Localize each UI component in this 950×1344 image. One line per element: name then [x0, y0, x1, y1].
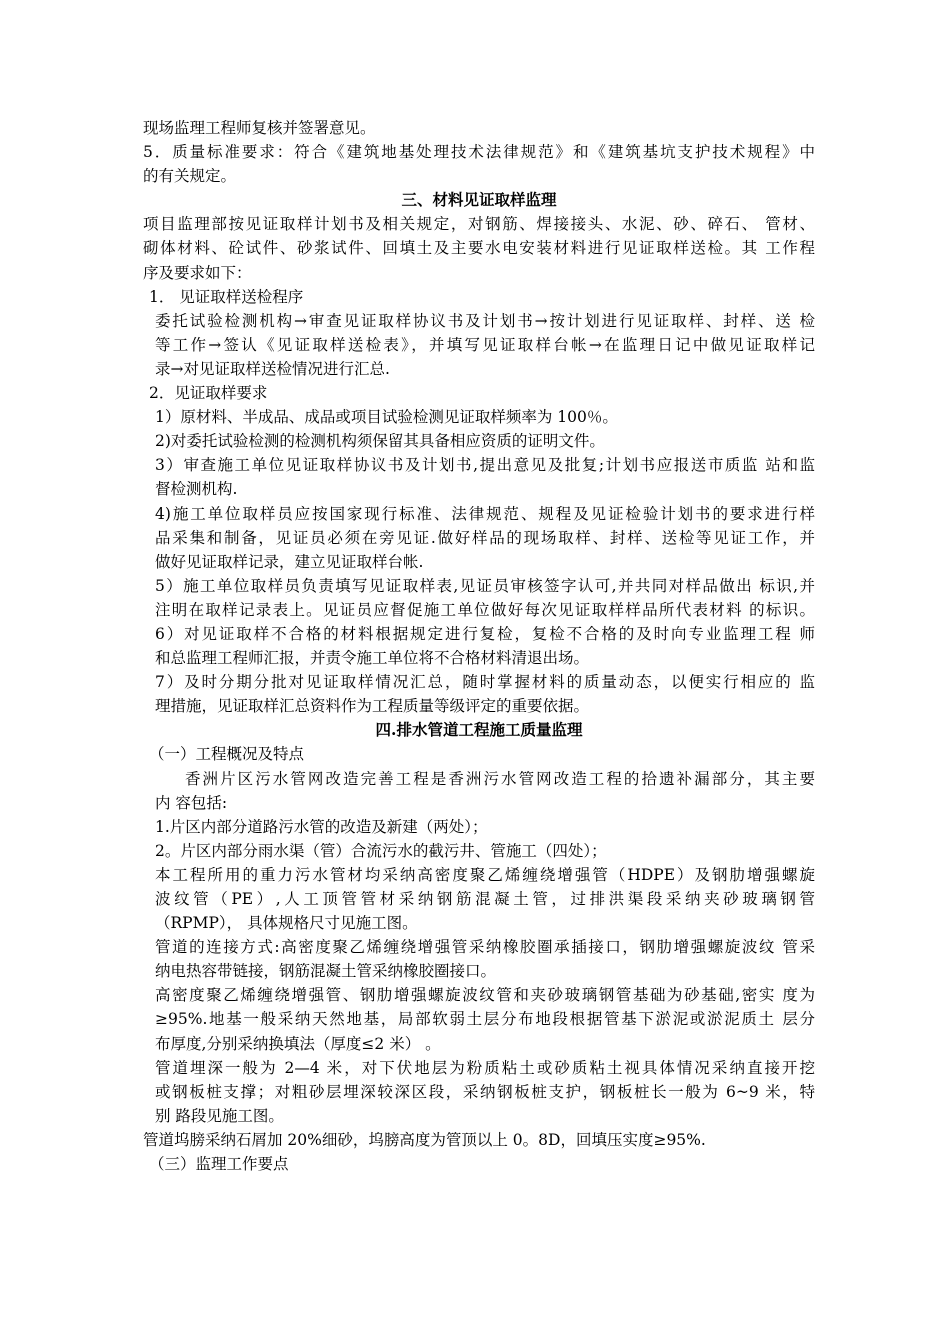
text-line: 7）及时分期分批对见证取样情况汇总，随时掌握材料的质量动态，以便实行相应的 监 — [155, 673, 815, 692]
text-line: 2)对委托试验检测的检测机构须保留其具备相应资质的证明文件。 — [155, 432, 605, 451]
text-line: 别 路段见施工图。 — [155, 1106, 284, 1125]
text-line: 本工程所用的重力污水管材均采纳高密度聚乙烯缠绕增强管（HDPE）及钢肋增强螺旋 — [155, 865, 815, 884]
text-line: 做好见证取样记录，建立见证取样台帐. — [155, 552, 424, 571]
text-line: 2。片区内部分雨水渠（管）合流污水的截污井、管施工（四处）； — [155, 841, 607, 860]
text-line: 5．质量标准要求：符合《建筑地基处理技术法律规范》和《建筑基坑支护技术规程》中 — [143, 143, 815, 162]
text-line: （RPMP）， 具体规格尺寸见施工图。 — [155, 914, 418, 933]
text-line: 1.片区内部分道路污水管的改造及新建（两处）； — [155, 817, 488, 836]
text-line: 等工作→签认《见证取样送检表》，并填写见证取样台帐→在监理日记中做见证取样记 — [155, 335, 815, 354]
text-line: ≥95%.地基一般采纳天然地基，局部软弱土层分布地段根据管基下淤泥或淤泥质土 层分 — [155, 1010, 815, 1029]
text-line: 3）审查施工单位见证取样协议书及计划书,提出意见及批复;计划书应报送市质监 站和监 — [155, 456, 815, 475]
text-line: 理措施，见证取样汇总资料作为工程质量等级评定的重要依据。 — [155, 697, 590, 716]
text-line: 6）对见证取样不合格的材料根据规定进行复检，复检不合格的及时向专业监理工程 师 — [155, 624, 815, 643]
text-line: 高密度聚乙烯缠绕增强管、钢肋增强螺旋波纹管和夹砂玻璃钢管基础为砂基础,密实 度为 — [155, 986, 815, 1005]
text-line: 香洲片区污水管网改造完善工程是香洲污水管网改造工程的拾遗补漏部分，其主要 — [185, 769, 815, 788]
text-line: 管道埋深一般为 2—4 米，对下伏地层为粉质粘土或砂质粘土视具体情况采纳直接开挖 — [155, 1058, 815, 1077]
text-line: 1． 见证取样送检程序 — [149, 287, 304, 306]
text-line: 管道坞膀采纳石屑加 20%细砂，坞膀高度为管顶以上 0。8D，回填压实度≥95%. — [143, 1130, 706, 1149]
text-line: 内 容包括: — [155, 793, 228, 812]
text-line: （三）监理工作要点 — [149, 1155, 289, 1174]
text-line: 5）施工单位取样员负责填写见证取样表,见证员审核签字认可,并共同对样品做出 标识,并 — [155, 576, 815, 595]
text-line: 督检测机构. — [155, 480, 238, 499]
text-line: 波纹管（PE）,人工顶管管材采纳钢筋混凝土管，过排洪渠段采纳夹砂玻璃钢管 — [155, 890, 815, 908]
section-heading: 三、材料见证取样监理 — [401, 190, 557, 210]
text-line: 2．见证取样要求 — [149, 384, 268, 403]
text-line: 序及要求如下： — [143, 263, 252, 282]
text-line: 注明在取样记录表上。见证员应督促施工单位做好每次见证取样样品所代表材料 的标识。 — [155, 600, 815, 619]
text-line: 或钢板桩支撑；对粗砂层埋深较深区段，采纳钢板桩支护，钢板桩长一般为 6~9 米，特 — [155, 1082, 815, 1101]
text-line: 委托试验检测机构→审查见证取样协议书及计划书→按计划进行见证取样、封样、送 检 — [155, 311, 815, 330]
text-line: 砌体材料、砼试件、砂浆试件、回填土及主要水电安装材料进行见证取样送检。其 工作程 — [143, 239, 815, 258]
text-line: 4)施工单位取样员应按国家现行标准、法律规范、规程及见证检验计划书的要求进行样 — [155, 504, 815, 523]
text-line: 项目监理部按见证取样计划书及相关规定，对钢筋、焊接接头、水泥、砂、碎石、 管材、 — [143, 215, 815, 234]
text-line: 录→对见证取样送检情况进行汇总. — [155, 359, 390, 378]
text-line: （一）工程概况及特点 — [149, 745, 305, 764]
document-body — [143, 116, 815, 1176]
text-line: 纳电热容带链接，钢筋混凝土管采纳橡胶圈接口。 — [155, 962, 497, 981]
text-line: 1）原材料、半成品、成品或项目试验检测见证取样频率为 100％。 — [155, 408, 618, 427]
text-line: 的有关规定。 — [143, 167, 237, 186]
text-line: 品采集和制备，见证员必须在旁见证.做好样品的现场取样、封样、送检等见证工作，并 — [155, 528, 815, 547]
text-line: 布厚度,分别采纳换填法（厚度≤2 米） 。 — [155, 1034, 441, 1053]
section-heading: 四.排水管道工程施工质量监理 — [375, 720, 583, 740]
text-line: 管道的连接方式:高密度聚乙烯缠绕增强管采纳橡胶圈承插接口，钢肋增强螺旋波纹 管采 — [155, 938, 815, 957]
text-line: 现场监理工程师复核并签署意见。 — [143, 119, 376, 137]
text-line: 和总监理工程师汇报，并责令施工单位将不合格材料清退出场。 — [155, 649, 590, 668]
